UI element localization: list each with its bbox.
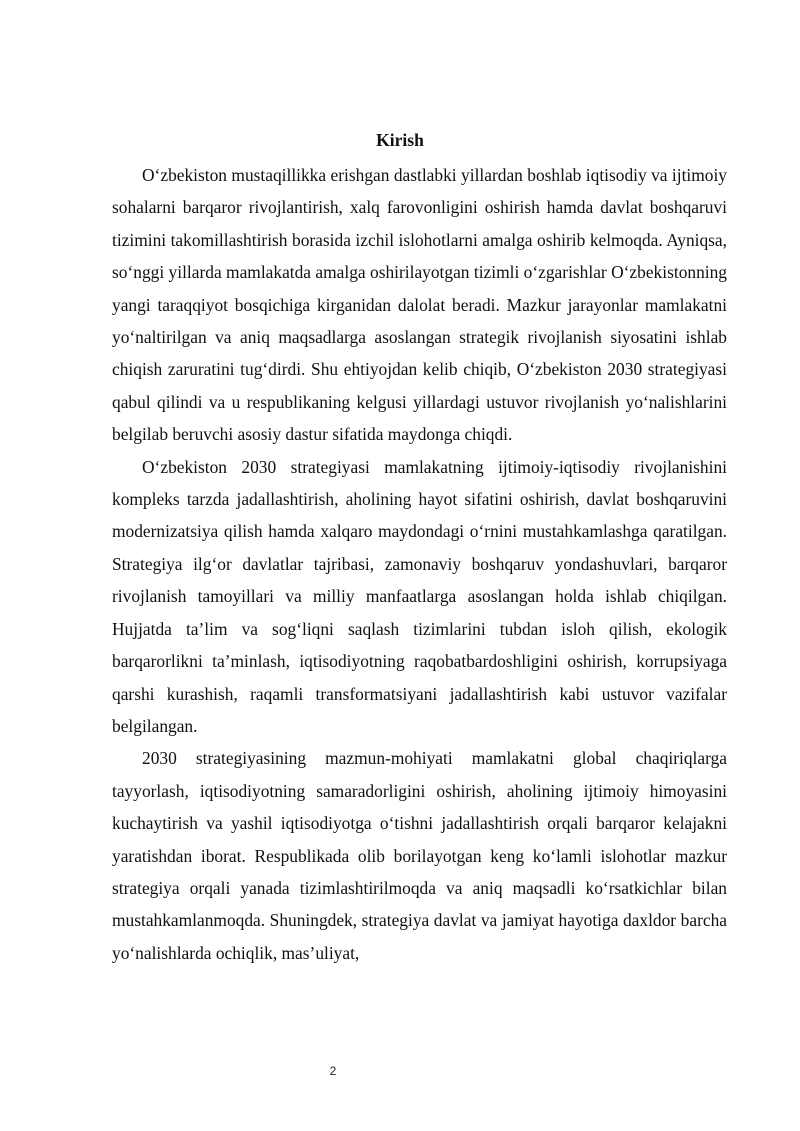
section-title: Kirish [376, 130, 424, 150]
paragraph-1: O‘zbekiston mustaqillikka erishgan dastlabki yillardan boshlab iqtisodiy va ijtimoiy sohalarni barqaror rivojlantirish, xalq farovonligini oshirish hamda davlat boshqaruvi tizimini takomillashtirish borasida izchil islohotlarni amalga oshirib kelmoqda. Ayniqsa, so‘nggi yillarda mamlakatda amalga oshirilayotgan tizimli o‘zgarishlar O‘zbekistonning yangi taraqqiyot bosqichiga kirganidan dalolat beradi. Mazkur jarayonlar mamlakatni yo‘naltirilgan va aniq maqsadlarga asoslangan strategik rivojlanish siyosatini ishlab chiqish zaruratini tug‘dirdi. Shu ehtiyojdan kelib chiqib, O‘zbekiston 2030 strategiyasi qabul qilindi va u respublikaning kelgusi yillardagi ustuvor rivojlanish yo‘nalishlarini belgilab beruvchi asosiy dastur sifatida maydonga chiqdi. [112, 165, 727, 445]
page-number: 2 [329, 1064, 337, 1078]
body-text [112, 159, 727, 969]
paragraph-2: O‘zbekiston 2030 strategiyasi mamlakatning ijtimoiy-iqtisodiy rivojlanishini kompleks tarzda jadallashtirish, aholining hayot sifatini oshirish, davlat boshqaruvini modernizatsiya qilish hamda xalqaro maydondagi o‘rnini mustahkamlashga qaratilgan. Strategiya ilg‘or davlatlar tajribasi, zamonaviy boshqaruv yondashuvlari, barqaror rivojlanish tamoyillari va milliy manfaatlarga asoslangan holda ishlab chiqilgan. Hujjatda ta’lim va sog‘liqni saqlash tizimlarini tubdan isloh qilish, ekologik barqarorlikni ta’minlash, iqtisodiyotning raqobatbardoshligini oshirish, korrupsiyaga qarshi kurashish, raqamli transformatsiyani jadallashtirish kabi ustuvor vazifalar belgilangan. [112, 456, 727, 736]
paragraph-3: 2030 strategiyasining mazmun-mohiyati mamlakatni global chaqiriqlarga tayyorlash, iqtisodiyotning samaradorligini oshirish, aholining ijtimoiy himoyasini kuchaytirish va yashil iqtisodiyotga o‘tishni jadallashtirish orqali barqaror kelajakni yaratishdan iborat. Respublikada olib borilayotgan keng ko‘lamli islohotlar mazkur strategiya orqali yanada tizimlashtirilmoqda va aniq maqsadli ko‘rsatkichlar bilan mustahkamlanmoqda. Shuningdek, strategiya davlat va jamiyat hayotiga daxldor barcha yo‘nalishlarda ochiqlik, mas’uliyat, [112, 748, 727, 963]
